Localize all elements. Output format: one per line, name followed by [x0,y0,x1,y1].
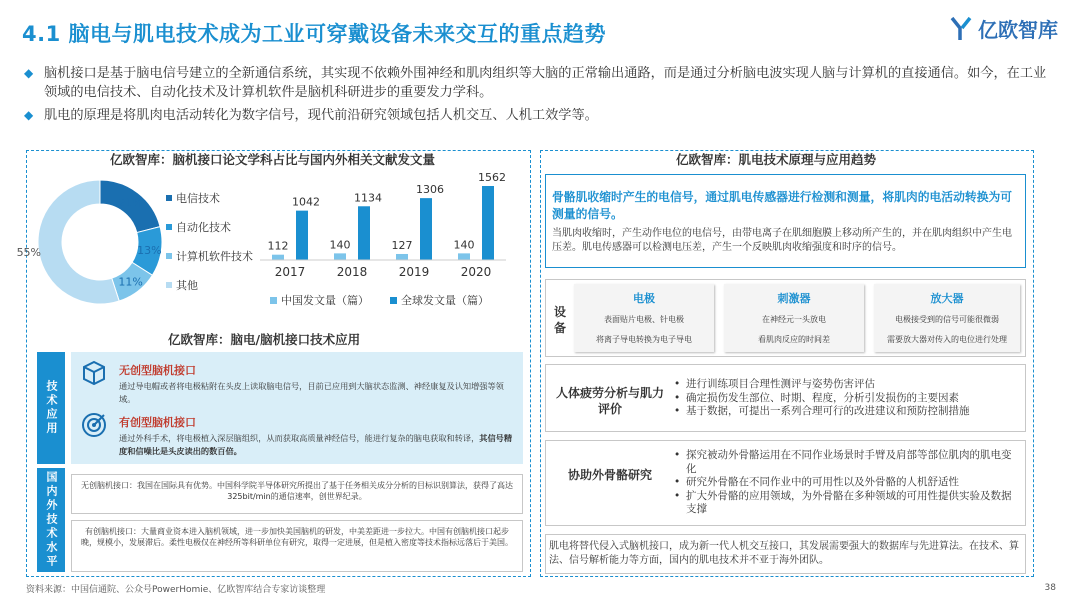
donut-chart [16,172,170,312]
bar-chart [258,166,508,290]
tech-level-label: 国内外技术水平 [37,468,65,572]
bar-value-label: 1042 [292,195,320,209]
exoskeleton-label: 协助外骨骼研究 [567,468,652,482]
equipment-name: 放大器 [930,292,964,305]
invasive-desc [119,432,517,458]
equipment-electrode [574,284,714,352]
list-item-text: 基于数据，可提出一系列合理可行的改进建议和预防控制措施 [686,405,970,417]
equipment-line: 电极接受到的信号可能很微弱 [895,315,999,324]
legend-swatch [166,224,172,230]
list-item: • 研究外骨骼在不同作业中的可用性以及外骨骼的人机舒适性 [674,476,959,488]
list-item: • 基于数据，可提出一系列合理可行的改进建议和预防控制措施 [674,405,970,417]
x-tick-label: 2018 [336,265,368,279]
equipment-amplifier [874,284,1020,352]
bar [334,253,346,260]
bar [482,186,494,260]
bar-value-label: 140 [329,238,351,252]
chart-panel-title: 亿欧智库：脑机接口论文学科占比与国内外相关文献发文量 [110,152,436,167]
legend-label: 计算机软件技术 [176,250,253,263]
tech-application-label: 技术应用 [37,352,65,464]
bar-value-label: 112 [267,239,289,253]
x-tick-label: 2020 [460,265,492,279]
logo-text: 亿欧智库 [978,18,1058,42]
noninvasive-title: 无创型脑机接口 [119,364,196,377]
bar [296,211,308,260]
bar [396,254,408,260]
yiou-logo-icon [950,16,974,42]
emg-principle-title: 骨骼肌收缩时产生的电信号，通过肌电传感器进行检测和测量，将肌肉的电活动转换为可测量的信号。 [552,190,1013,221]
cube-icon [81,360,107,386]
emg-principle-box [545,174,1026,268]
bar [358,206,370,260]
bar [458,253,470,260]
pie-value-label: 13% [137,243,162,257]
pie-legend-item [166,190,220,206]
list-item: • 确定损伤发生部位、时期、程度，分析引发损伤的主要因素 [674,391,959,404]
invasive-desc-text: 通过外科手术，将电极植入深层脑组织，从而获取高质量神经信号，能进行复杂的脑电获取和转译， [119,433,480,443]
fatigue-analysis-box [545,364,1026,432]
legend-label: 电信技术 [176,192,220,205]
legend-label: 其他 [176,279,198,292]
bullet-text: 脑机接口是基于脑电信号建立的全新通信系统，其实现不依赖外围神经和肌肉组织等大脑的正常输出通路，而是通过分析脑电波实现人脑与计算机的直接通信。如今，在工业领域的电信技术、自动化技术及计算机软件是脑机科研进步的重要发力学科。 [44,66,1047,100]
app-box [71,352,523,464]
pie-value-label: 55% [16,246,42,260]
list-item-text: 确定损伤发生部位、时期、程度，分析引发损伤的主要因素 [686,391,959,404]
equipment-line: 在神经元一头放电 [762,315,826,324]
list-item-text: 进行训练项目合理性测评与姿势伤害评估 [686,378,875,390]
legend-label: 中国发文量（篇） [281,294,369,307]
equipment-line: 将离子导电转换为电子导电 [596,335,692,344]
noninvasive-desc: 通过导电帽或者将电极粘附在头皮上读取脑电信号，目前已应用到大脑状态监测、神经康复及认知增强等领域。 [119,381,504,404]
bar-legend-global [390,292,489,308]
equipment-line: 需要放大器对传入的电位进行处理 [887,335,1007,344]
list-item-text: 扩大外骨骼的应用领域，为外骨骼在多种领域的可用性提供实验及数据支撑 [686,489,1012,515]
equipment-line: 表面贴片电极、针电极 [604,315,684,324]
bullet-item [24,106,1054,125]
exoskeleton-list [674,449,1019,517]
bullet-item [24,64,1054,102]
page-title: 4.1 脑电与肌电技术成为工业可穿戴设备未来交互的重点趋势 [22,22,607,46]
list-item: • 扩大外骨骼的应用领域，为外骨骼在多种领域的可用性提供实验及数据支撑 [674,490,1019,517]
invasive-title: 有创型脑机接口 [119,416,196,429]
intro-bullets [24,64,1054,129]
legend-label: 全球发文量（篇） [401,294,489,307]
list-item-text: 研究外骨骼在不同作业中的可用性以及外骨骼的人机舒适性 [686,476,959,488]
fatigue-label: 人体疲劳分析与肌力评价 [555,386,664,416]
bar-legend-china [270,292,369,308]
bar-value-label: 1134 [354,191,382,205]
pie-legend-item [166,219,231,235]
equipment-stimulator [724,284,864,352]
invasive-desc-bold: 其信号精度和信噪比是头皮读出的数百倍。 [119,433,513,456]
equipment-box [545,279,1026,357]
diamond-icon: ◆ [24,66,34,80]
pie-value-label: 21% [118,196,143,210]
bar [420,198,432,260]
legend-swatch [166,253,172,259]
list-item-text: 探究被动外骨骼运用在不同作业场景时手臂及肩部等部位肌肉的肌电变化 [686,449,1012,475]
legend-swatch [166,195,172,201]
emg-principle-desc: 当肌肉收缩时，产生动作电位的电信号，由带电离子在肌细胞膜上移动所产生的，并在肌肉组织中产生电压差。肌电传感器可以检测电压差，产生一个反映肌肉收缩强度和时序的信号。 [552,228,1012,253]
equipment-name: 电极 [633,292,655,305]
equipment-label: 设备 [553,305,566,335]
list-item: • 进行训练项目合理性测评与姿势伤害评估 [674,378,875,390]
page-number: 38 [1044,583,1056,593]
diamond-icon: ◆ [24,108,34,122]
bar-value-label: 140 [453,238,475,252]
level-invasive: 有创脑机接口：大量商业资本进入脑机领域，进一步加快美国脑机的研发，中美差距进一步拉大。中国有创脑机接口起步晚，规模小，发展滞后。柔性电极仅在神经所等科研单位有研究，取得一定进展，但是植入密度等技术指标远落后于美国。 [71,520,523,572]
emg-conclusion: 肌电将替代侵入式脑机接口，成为新一代人机交互接口，其发展需要强大的数据库与先进算法。在技术、算法、信号解析能力等方面，国内的肌电技术并不亚于海外团队。 [545,534,1026,574]
fatigue-list [674,378,1019,419]
pie-legend-item [166,248,253,264]
pie-legend-item [166,277,198,293]
emg-panel-title: 亿欧智库：肌电技术原理与应用趋势 [676,152,877,167]
bar-value-label: 127 [391,238,413,252]
x-tick-label: 2019 [398,265,430,279]
legend-swatch [166,282,172,288]
exoskeleton-box [545,440,1026,526]
app-section-title: 亿欧智库：脑电/脑机接口技术应用 [168,332,361,347]
logo [950,14,1058,43]
bar-value-label: 1562 [478,171,506,184]
equipment-name: 刺激器 [777,292,811,305]
legend-label: 自动化技术 [176,221,231,234]
x-tick-label: 2017 [274,265,306,279]
legend-swatch [390,297,397,304]
equipment-line: 看肌肉反应的时间差 [758,335,830,344]
bullet-text: 肌电的原理是将肌肉电活动转化为数字信号，现代前沿研究领域包括人机交互、人机工效学等。 [44,108,598,123]
bar-value-label: 1306 [416,183,444,197]
level-noninvasive: 无创脑机接口：我国在国际具有优势。中国科学院半导体研究所提出了基于任务相关成分分析的目标识别算法，获得了高达325bit/min的通信速率，创世界纪录。 [71,474,523,514]
bar [272,255,284,260]
source-note: 资料来源：中国信通院、公众号PowerHomie、亿欧智库结合专家访谈整理 [26,585,326,595]
legend-swatch [270,297,277,304]
target-icon [81,412,107,438]
list-item: • 探究被动外骨骼运用在不同作业场景时手臂及肩部等部位肌肉的肌电变化 [674,449,1019,476]
pie-value-label: 11% [118,275,143,289]
